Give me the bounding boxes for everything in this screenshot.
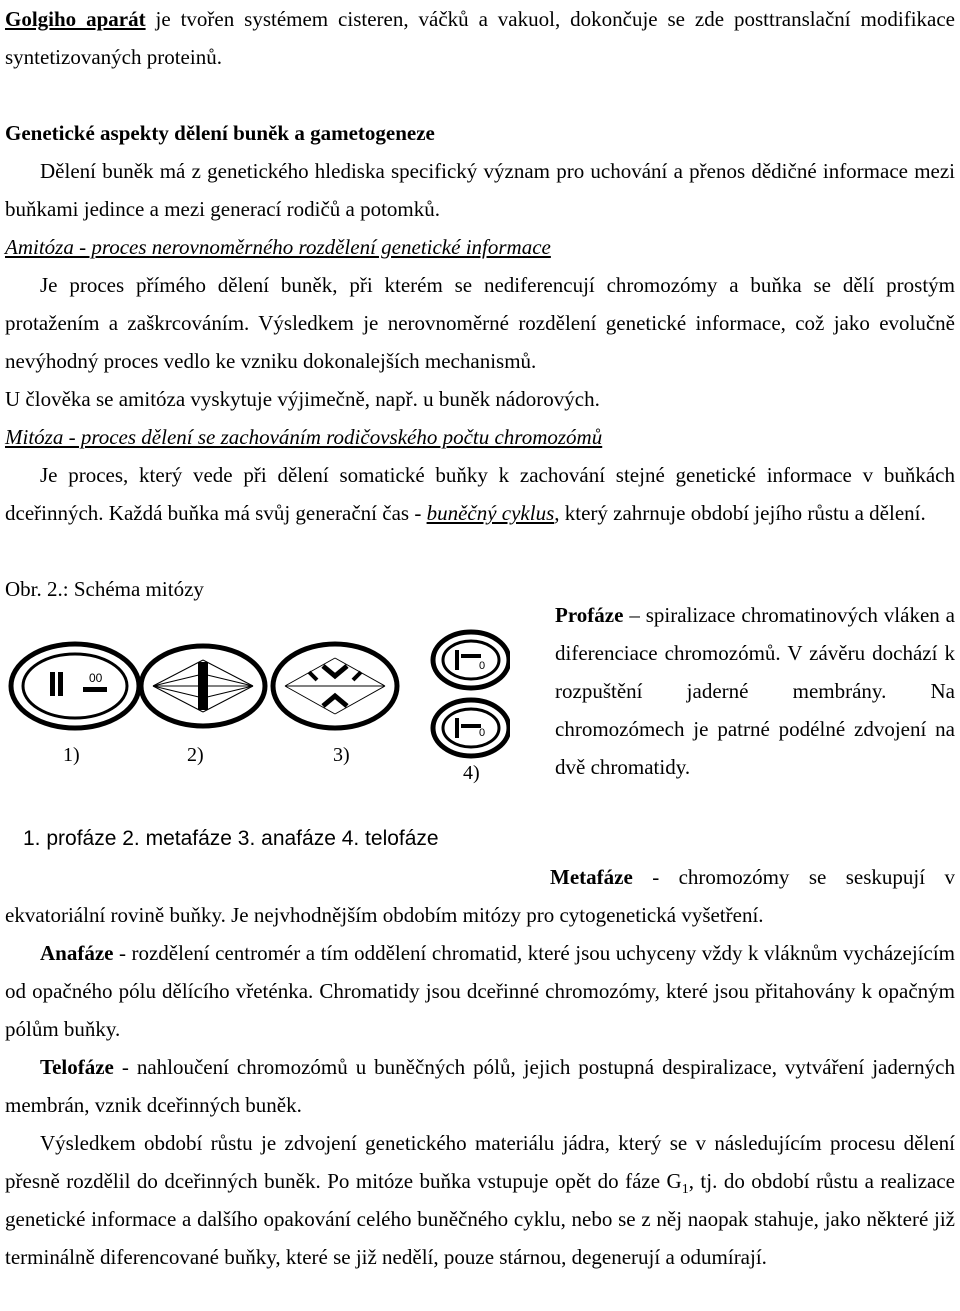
mitoza-body <box>5 456 955 532</box>
metafaze-term: Metafáze <box>550 865 633 889</box>
figure-caption: 1. profáze 2. metafáze 3. anafáze 4. telofáze <box>23 827 439 850</box>
golgi-paragraph <box>5 0 955 76</box>
anafaze-term: Anafáze <box>40 941 114 965</box>
profaze-text: – spiralizace chromatinových vláken a diferenciace chromozómů. V závěru dochází k rozpuštění jaderné membrány. Na chromozómech je patrné podélné zdvojení na dvě chromatidy. <box>555 603 955 779</box>
stage-label-4: 4) <box>463 762 480 784</box>
stage-label-1: 1) <box>63 744 80 766</box>
svg-text:0: 0 <box>479 727 486 739</box>
profaze-term: Profáze <box>555 603 624 627</box>
document-page <box>5 0 955 1276</box>
golgi-term: Golgiho aparát <box>5 7 146 31</box>
figure-label: Obr. 2.: Schéma mitózy <box>5 577 204 601</box>
stage-labels <box>5 736 510 784</box>
amitoza-extra: U člověka se amitóza vyskytuje výjimečně, např. u buněk nádorových. <box>5 387 600 411</box>
mitosis-figure <box>5 596 955 866</box>
prophase-cell <box>11 644 139 728</box>
mitosis-schema <box>5 624 510 856</box>
cell-cycle-term: buněčný cyklus <box>426 501 555 525</box>
conclusion-paragraph <box>5 1124 955 1276</box>
svg-text:0: 0 <box>479 660 486 672</box>
metafaze-text: - chromozómy se seskupují v ekvatoriální rovině buňky. Je nejvhodnějším obdobím mitózy pro cytogenetická vyšetření. <box>5 865 955 927</box>
stage-label-2: 2) <box>187 744 204 766</box>
g1-subscript: 1 <box>681 1182 689 1198</box>
anaphase-cell <box>273 644 397 728</box>
amitoza-body: Je proces přímého dělení buněk, při kterém se nediferencují chromozómy a buňka se dělí prostým protažením a zaškrcováním. Výsledkem je nerovnoměrné rozdělení genetické informace, což jako evolučně nevýhodný proces vedlo ke vzniku dokonalejších mechanismů. <box>5 273 955 373</box>
section-intro: Dělení buněk má z genetického hlediska specifický význam pro uchování a přenos dědičné informace mezi buňkami jedince a mezi generací rodičů a potomků. <box>5 159 955 221</box>
amitoza-heading: Amitóza - proces nerovnoměrného rozdělení genetické informace <box>5 235 551 259</box>
anafaze-text: - rozdělení centromér a tím oddělení chromatid, které jsou uchyceny vždy k vláknům vycházejícím od opačného pólu dělícího vřeténka. Chromatidy jsou dceřinné chromozómy, které jsou přitahovány k opačným pólům buňky. <box>5 941 955 1041</box>
telofaze-paragraph <box>5 1048 955 1124</box>
anafaze-paragraph <box>5 934 955 1048</box>
metafaze-paragraph <box>5 858 955 934</box>
conclusion-text-b: , tj. do období růstu a realizace genetické informace a dalšího opakování celého buněčného cyklu, nebo se z něj naopak stahuje, jako některé již terminálně diferencované buňky, které se již nedělí, pouze stárnou, degenerují a odumírají. <box>5 1169 955 1269</box>
mitosis-schema-svg <box>5 624 510 824</box>
svg-text:00: 00 <box>89 671 103 685</box>
mitoza-body-b: , který zahrnuje období jejího růstu a dělení. <box>554 501 926 525</box>
metaphase-cell <box>141 646 265 726</box>
stage-label-3: 3) <box>333 744 350 766</box>
section-heading: Genetické aspekty dělení buněk a gametogeneze <box>5 121 435 145</box>
telofaze-text: - nahloučení chromozómů u buněčných pólů, jejich postupná despiralizace, vytváření jaderných membrán, vznik dceřinných buněk. <box>5 1055 955 1117</box>
conclusion-text-a: Výsledkem období růstu je zdvojení genetického materiálu jádra, který se v následujícím procesu dělení přesně rozdělil do dceřinných buněk. Po mitóze buňka vstupuje opět do fáze G <box>5 1131 955 1193</box>
golgi-text: je tvořen systémem cisteren, váčků a vakuol, dokončuje se zde posttranslační modifikace syntetizovaných proteinů. <box>5 7 955 69</box>
telofaze-term: Telofáze <box>40 1055 114 1079</box>
profaze-paragraph <box>555 596 955 786</box>
mitoza-heading: Mitóza - proces dělení se zachováním rodičovského počtu chromozómů <box>5 425 603 449</box>
mitoza-body-a: Je proces, který vede při dělení somatické buňky k zachování stejné genetické informace v buňkách dceřinných. Každá buňka má svůj generační čas - <box>5 463 955 525</box>
